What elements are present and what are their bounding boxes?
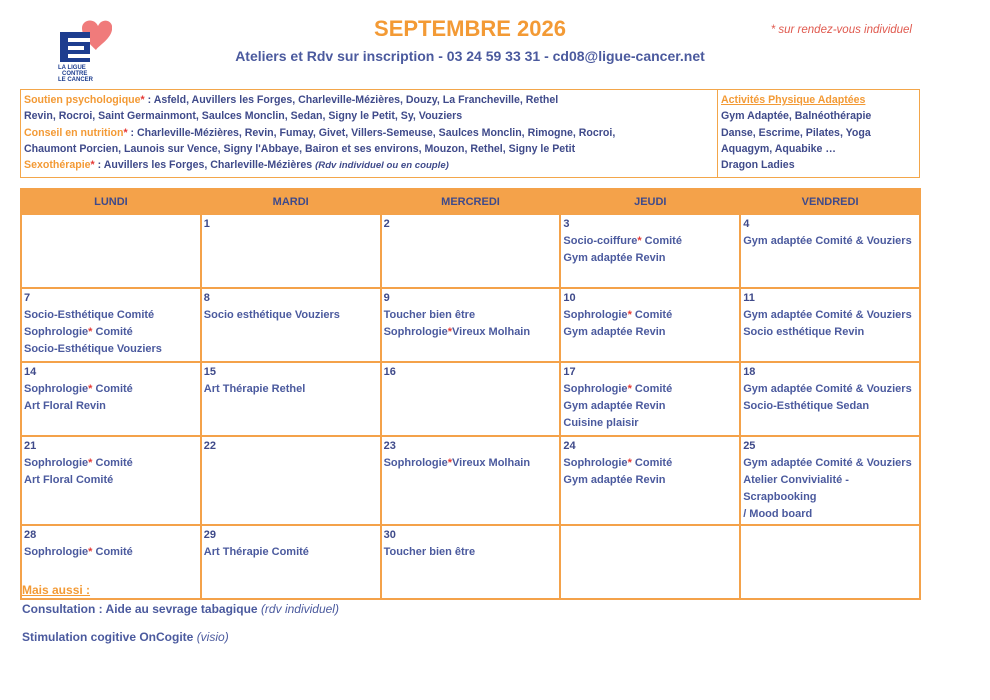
event-line [384, 324, 558, 341]
day-number: 8 [203, 292, 210, 304]
star-mark: * [88, 383, 93, 395]
event-text: Gym adaptée Comité & Vouziers [743, 235, 912, 247]
event-text: Gym adaptée Revin [563, 252, 666, 264]
event-line [743, 472, 917, 506]
event-text: Sophrologie [563, 309, 628, 321]
calendar-day-cell [740, 362, 920, 436]
star-mark: * [447, 457, 453, 469]
event-text: Gym adaptée Revin [563, 400, 666, 412]
star-mark: * [88, 457, 93, 469]
stimulation-note: (visio) [196, 630, 229, 644]
consultation-note: (rdv individuel) [260, 602, 339, 616]
sexo-text: : Auvillers les Forges, Charleville-Mézières [94, 159, 316, 172]
event-location: Comité [92, 546, 133, 558]
calendar-header-row [21, 189, 920, 214]
calendar-day-cell [381, 288, 561, 362]
event-line [563, 398, 737, 415]
event-text: Art Thérapie Rethel [203, 383, 306, 395]
day-number: 18 [743, 366, 756, 378]
star-mark: * [90, 159, 95, 172]
page-title: SEPTEMBRE 2026 [374, 16, 566, 41]
calendar-day-cell [21, 436, 201, 525]
calendar-day-cell [21, 214, 201, 288]
event-line [563, 472, 737, 489]
event-line [743, 324, 917, 341]
soutien-text: : Asfeld, Auvillers les Forges, Charleville-Mézières, Douzy, La Francheville, Rethel [144, 94, 559, 106]
star-mark: * [447, 326, 453, 338]
svg-text:LA LIGUE: LA LIGUE [58, 65, 86, 71]
event-line [24, 544, 198, 561]
calendar-week-row [21, 436, 920, 525]
event-text: Sophrologie [383, 457, 448, 469]
day-number: 29 [203, 529, 217, 541]
event-line [563, 381, 737, 398]
event-location: Comité [92, 457, 133, 469]
event-line [743, 506, 917, 523]
day-header-wednesday: MERCREDI [381, 189, 561, 214]
event-line [743, 307, 917, 324]
calendar-day-cell [201, 436, 381, 525]
consultation-line [22, 602, 339, 616]
calendar-day-cell [21, 362, 201, 436]
event-text: Socio-Esthétique Vouziers [24, 343, 162, 355]
event-line [24, 324, 198, 341]
event-text: Cuisine plaisir [563, 417, 639, 429]
event-text: Art Thérapie Comité [203, 546, 309, 558]
calendar-day-cell [201, 525, 381, 599]
calendar-day-cell [740, 525, 920, 599]
calendar-table [20, 188, 921, 600]
star-mark: * [637, 235, 642, 247]
event-location: Vireux Molhain [452, 457, 531, 469]
day-number: 15 [203, 366, 217, 378]
calendar-day-cell [381, 436, 561, 525]
day-header-monday: LUNDI [21, 189, 201, 214]
day-number: 14 [24, 366, 37, 378]
calendar-day-cell [201, 214, 381, 288]
day-number: 24 [563, 440, 576, 452]
event-line [24, 398, 198, 415]
svg-text:CONTRE: CONTRE [62, 71, 88, 77]
day-number: 7 [24, 292, 31, 304]
star-mark: * [627, 309, 632, 321]
calendar-day-cell [740, 436, 920, 525]
apa-line: Danse, Escrime, Pilates, Yoga [721, 126, 871, 139]
event-text: Toucher bien être [383, 546, 476, 558]
event-text: Gym adaptée Comité & Vouziers [743, 383, 912, 395]
nutrition-label: Conseil en nutrition [24, 126, 124, 139]
star-mark: * [88, 326, 93, 338]
day-header-friday: VENDREDI [740, 189, 920, 214]
event-line [743, 455, 917, 472]
calendar-week-row [21, 362, 920, 436]
event-location: Vireux Molhain [452, 326, 531, 338]
day-number: 3 [563, 218, 570, 230]
apa-line: Dragon Ladies [721, 159, 795, 172]
rdv-note: * sur rendez-vous individuel [770, 24, 912, 36]
calendar-week-row [21, 288, 920, 362]
event-location: Comité [92, 383, 133, 395]
stimulation-line [22, 630, 229, 644]
event-text: Art Floral Revin [24, 400, 106, 412]
event-line [384, 455, 558, 472]
event-text: Gym adaptée Comité & Vouziers [743, 309, 912, 321]
day-number: 17 [563, 366, 576, 378]
day-header-tuesday: MARDI [201, 189, 381, 214]
calendar-week-row [21, 214, 920, 288]
event-text: Socio-coiffure [563, 235, 638, 247]
event-text: / Mood board [743, 508, 813, 520]
apa-line: Gym Adaptée, Balnéothérapie [721, 110, 872, 123]
day-header-thursday: JEUDI [560, 189, 740, 214]
services-list [21, 90, 717, 177]
day-number: 28 [24, 529, 37, 541]
event-location: Comité [631, 457, 673, 469]
event-line [24, 455, 198, 472]
event-line [204, 381, 378, 398]
day-number: 4 [743, 218, 750, 230]
star-mark: * [627, 457, 632, 469]
star-mark: * [140, 94, 145, 106]
event-text: Sophrologie [24, 326, 89, 338]
calendar-day-cell [740, 288, 920, 362]
calendar-day-cell [381, 214, 561, 288]
event-text: Art Floral Comité [24, 474, 114, 486]
event-text: Gym adaptée Comité & Vouziers [743, 457, 912, 469]
event-text: Socio esthétique Revin [743, 326, 865, 338]
calendar-body [21, 214, 920, 599]
event-text: Socio esthétique Vouziers [203, 309, 340, 321]
sexo-note: (Rdv individuel ou en couple) [315, 160, 449, 172]
event-text: Sophrologie [383, 326, 448, 338]
soutien-line-2: Revin, Rocroi, Saint Germainmont, Saulces Monclin, Sedan, Signy le Petit, Sy, Vouziers [24, 110, 463, 123]
calendar-day-cell [560, 362, 740, 436]
event-line [563, 233, 737, 250]
nutrition-line [24, 125, 714, 141]
event-text: Atelier Convivialité - Scrapbooking [743, 474, 849, 503]
event-line [743, 381, 917, 398]
calendar-day-cell [381, 525, 561, 599]
day-number: 1 [203, 218, 210, 230]
event-line [24, 307, 198, 324]
calendar-day-cell [560, 436, 740, 525]
star-mark: * [88, 546, 93, 558]
sexo-line [24, 157, 714, 174]
event-text: Sophrologie [563, 383, 628, 395]
day-number: 25 [743, 440, 756, 452]
soutien-label: Soutien psychologique [24, 94, 141, 106]
day-number: 2 [383, 218, 390, 230]
event-text: Gym adaptée Revin [563, 474, 666, 486]
stimulation-text: Stimulation cogitive OnCogite [22, 630, 197, 644]
calendar-day-cell [21, 288, 201, 362]
calendar-week-row [21, 525, 920, 599]
page-subtitle: Ateliers et Rdv sur inscription - 03 24 59 33 31 - cd08@ligue-cancer.net [235, 48, 705, 64]
calendar-day-cell [560, 525, 740, 599]
event-line [563, 250, 737, 267]
calendar-day-cell [740, 214, 920, 288]
sexo-label: Sexothérapie [24, 159, 91, 172]
event-text: Sophrologie [24, 383, 89, 395]
event-line [743, 398, 917, 415]
apa-title: Activités Physique Adaptées [721, 94, 866, 106]
event-text: Socio-Esthétique Comité [24, 309, 155, 321]
day-number: 16 [383, 366, 396, 378]
day-number: 21 [24, 440, 37, 452]
event-text: Sophrologie [563, 457, 628, 469]
event-line [24, 472, 198, 489]
day-number: 11 [743, 292, 755, 304]
event-location: Comité [92, 326, 133, 338]
calendar-day-cell [201, 362, 381, 436]
day-number: 9 [383, 292, 390, 304]
services-info-box [20, 89, 920, 178]
event-location: Comité [641, 235, 682, 247]
calendar-day-cell [560, 288, 740, 362]
event-line [24, 341, 198, 358]
soutien-line [24, 92, 714, 108]
event-line [563, 324, 737, 341]
day-number: 23 [383, 440, 396, 452]
event-text: Gym adaptée Revin [563, 326, 666, 338]
event-line [204, 307, 378, 324]
star-mark: * [123, 126, 128, 139]
event-line [743, 233, 917, 250]
svg-text:LE CANCER: LE CANCER [58, 77, 94, 82]
more-label: Mais aussi : [22, 583, 91, 597]
day-number: 30 [383, 529, 396, 541]
day-number: 22 [203, 440, 217, 452]
event-line [384, 307, 558, 324]
apa-line: Aquagym, Aquabike … [721, 142, 836, 155]
day-number: 10 [563, 292, 576, 304]
event-line [384, 544, 558, 561]
calendar-day-cell [381, 362, 561, 436]
event-location: Comité [631, 383, 673, 395]
event-line [563, 307, 737, 324]
calendar-day-cell [201, 288, 381, 362]
event-line [24, 381, 198, 398]
event-text: Sophrologie [24, 546, 89, 558]
nutrition-text: : Charleville-Mézières, Revin, Fumay, Givet, Villers-Semeuse, Saulces Monclin, Rimogne, Rocroi, [127, 126, 616, 139]
event-location: Comité [631, 309, 673, 321]
event-text: Socio-Esthétique Sedan [743, 400, 870, 412]
consultation-text: Consultation : Aide au sevrage tabagique [22, 602, 261, 616]
apa-list [717, 90, 919, 177]
event-text: Toucher bien être [383, 309, 476, 321]
event-line [563, 415, 737, 432]
event-line [563, 455, 737, 472]
calendar-day-cell [560, 214, 740, 288]
nutrition-line-2: Chaumont Porcien, Launois sur Vence, Signy l'Abbaye, Bairon et ses environs, Mouzon, Rethel, Signy le Petit [24, 142, 576, 155]
star-mark: * [627, 383, 632, 395]
event-text: Sophrologie [24, 457, 89, 469]
event-line [204, 544, 378, 561]
